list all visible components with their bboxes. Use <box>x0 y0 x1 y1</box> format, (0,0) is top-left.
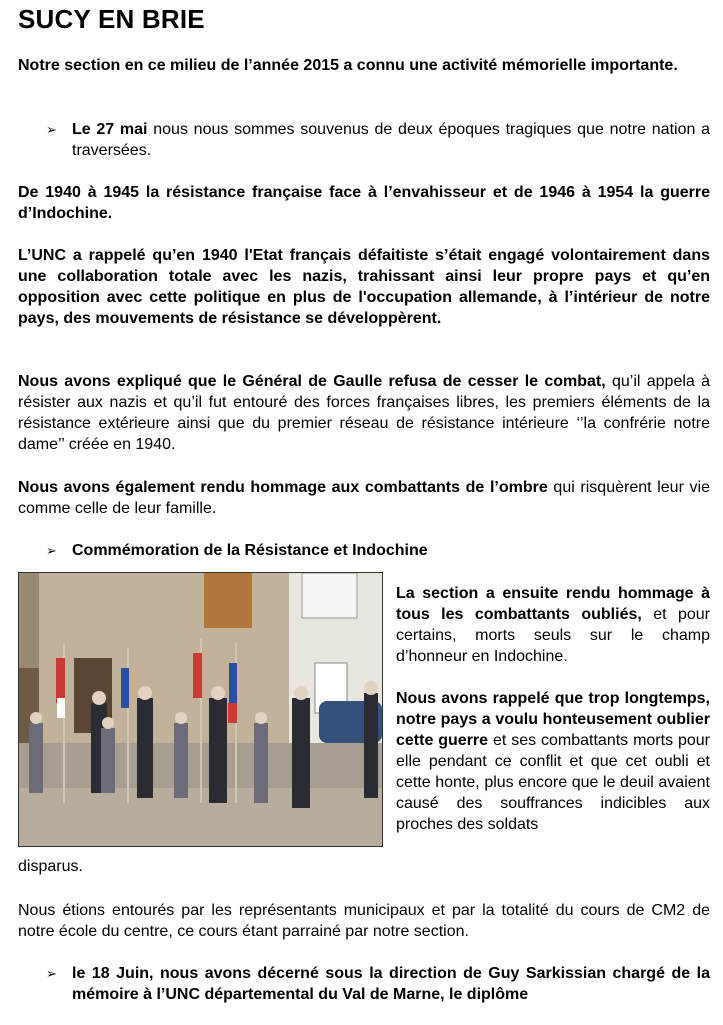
side-paragraph-hommage <box>396 583 710 667</box>
side-oubli-text: et ses combattants morts pour elle pendant ce conflit et que cet oubli et cette honte, plus encore que le deuil avaient causé des souffrances indicibles aux proches des soldats <box>396 732 711 833</box>
bullet-27-mai-date: Le 27 mai <box>72 121 148 138</box>
bullet-18-juin: le 18 Juin, nous avons décerné sous la direction de Guy Sarkissian chargé de la mémoire à l’UNC départemental du Val de Marne, le diplôme <box>72 965 710 1003</box>
side-oubli-bold: Nous avons rappelé que trop longtemps, notre pays a voulu honteusement oublier cette guerre <box>396 690 710 749</box>
side-hommage-bold: La section a ensuite rendu hommage à tous les combattants oubliés, <box>396 585 710 623</box>
de-gaulle-text: qu’il appela à résister aux nazis et qu’il fut entouré des forces françaises libres, les premiers éléments de la résistance extérieure ainsi que du premier réseau de résistance intérieure ‘’la confrérie notre dame’’ créée en 1940. <box>18 373 711 453</box>
page-title: SUCY EN BRIE <box>18 4 205 34</box>
intro-paragraph: Notre section en ce milieu de l’année 2015 a connu une activité mémorielle importante. <box>18 57 678 74</box>
bullet-arrow-icon: ➢ <box>46 966 57 981</box>
de-gaulle-paragraph <box>18 371 710 455</box>
side-paragraph-oubli <box>396 688 710 835</box>
bullet-27-mai-text: nous nous sommes souvenus de deux époques tragiques que notre nation a traversées. <box>72 121 710 159</box>
ceremony-photo <box>18 572 383 847</box>
side-hommage-text: et pour certains, morts seuls sur le champ d’honneur en Indochine. <box>396 606 710 665</box>
de-gaulle-bold: Nous avons expliqué que le Général de Gaulle refusa de cesser le combat, <box>18 373 606 390</box>
hommage-text: qui risquèrent leur vie comme celle de leur famille. <box>18 479 710 517</box>
side-paragraph-end: disparus. <box>18 858 83 875</box>
hommage-paragraph <box>18 477 710 519</box>
bullet-27-mai <box>72 119 710 161</box>
bullet-arrow-icon: ➢ <box>46 122 57 137</box>
hommage-bold: Nous avons également rendu hommage aux combattants de l’ombre <box>18 479 548 496</box>
resistance-paragraph: De 1940 à 1945 la résistance française face à l’envahisseur et de 1946 à 1954 la guerre d’Indochine. <box>18 184 710 222</box>
unc-paragraph: L’UNC a rappelé qu’en 1940 l'Etat français défaitiste s’était engagé volontairement dans une collaboration totale avec les nazis, trahissant ainsi leur propre pays et qu’en opposition avec cette politique en plus de l'occupation allemande, à l’intérieur de notre pays, des mouvements de résistance se développèrent. <box>18 247 710 327</box>
bullet-arrow-icon: ➢ <box>46 543 57 558</box>
ceremony-photo-illustration <box>19 573 382 846</box>
ecole-paragraph: Nous étions entourés par les représentants municipaux et par la totalité du cours de CM2 de notre école du centre, ce cours étant parrainé par notre section. <box>18 902 710 940</box>
bullet-commemoration: Commémoration de la Résistance et Indochine <box>72 542 428 559</box>
